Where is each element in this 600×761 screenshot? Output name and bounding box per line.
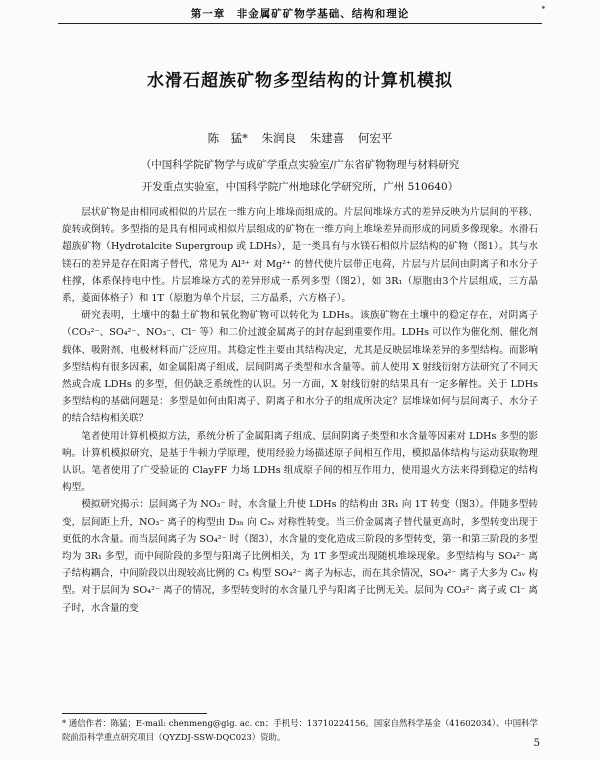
author-4: 何宏平 — [357, 131, 393, 145]
affiliation-line-1: （中国科学院矿物学与成矿学重点实验室/广东省矿物物理与材料研究 — [140, 159, 460, 171]
footnote-rule — [62, 713, 207, 714]
article-body — [62, 204, 538, 617]
footnote: * 通信作者：陈猛；E-mail: chenmeng@gig. ac. cn；手机号：13710224156。国家自然科学基金（41602034）、中国科学院前沿科学重点研究项目（QYZDJ-SSW-DQC023）资助。 — [62, 718, 538, 742]
author-1: 陈 猛* — [207, 131, 248, 145]
paragraph-4: 模拟研究揭示：层间离子为 NO₃⁻ 时，水含量上升使 LDHs 的结构由 3R₁ 向 1T 转变（图3）。伴随多型转变，层间距上升，NO₃⁻ 离子的构型由 D₃ₕ 向 C₂ᵥ 对称性转变。当三价金属离子替代量更高时，多型转变出现于更低的水含量。而当层间离子为 SO₄²⁻ 时（图3），水含量的变化造成三阶段的多型转变，第一和第三阶段的多型均为 3R₁ 多型，而中间阶段的多型与阳离子比例相关，为 1T 多型或出现随机堆垛现象。多型结构与 SO₄²⁻ 离子结构耦合，中间阶段以出现较高比例的 C₃ 构型 SO₄²⁻ 离子为标志，而在其余情况，SO₄²⁻ 离子大多为 C₃ᵥ 构型。对于层间为 SO₄²⁻ 离子的情况，多型转变时的水含量几乎与阳离子比例无关。层间为 CO₃²⁻ 离子或 Cl⁻ 离子时，水含量的变 — [62, 499, 538, 614]
affiliation — [60, 154, 540, 198]
paragraph-3: 笔者使用计算机模拟方法，系统分析了金属阳离子组成、层间阴离子类型和水含量等因素对 LDHs 多型的影响。计算机模拟研究，是基于牛顿力学原理，使用经验力场描述原子间相互作用，模拟晶体结构与运动获取物理认识。笔者使用了广受验证的 ClayFF 力场 LDHs 组成原子间的相互作用力，使用退火方法来得到稳定的结构构型。 — [62, 430, 538, 494]
paragraph-1: 层状矿物是由相同或相似的片层在一维方向上堆垛而组成的。片层间堆垛方式的差异反映为片层间的平移、旋转或倒转。多型指的是具有相同或相似片层组成的矿物在一维方向上堆垛差异而形成的同质多像现象。水滑石超族矿物（Hydrotalcite Supergroup 或 LDHs），是一类具有与水镁石相似片层结构的矿物（图1）。其与水镁石的差异是存在阳离子替代，常见为 Al³⁺ 对 Mg²⁺ 的替代使片层带正电荷，片层与片层间由阴离子和水分子柱撑，体系保持电中性。片层堆垛方式的差异形成一系列多型（图2），如 3R₁（原胞由3个片层组成，三方晶系，菱面体格子）和 1T（原胞为单个片层，三方晶系，六方格子）。 — [62, 207, 538, 305]
article-title: 水滑石超族矿物多型结构的计算机模拟 — [147, 71, 453, 91]
header-rule — [58, 23, 542, 24]
running-header: 第一章 非金属矿矿物学基础、结构和理论 — [190, 8, 410, 20]
page-number: 5 — [533, 738, 540, 749]
paragraph-2: 研究表明，土壤中的黏土矿物和氧化物矿物可以转化为 LDHs。该族矿物在土壤中的稳定存在，对阴离子（CO₃²⁻、SO₄²⁻、NO₃⁻、Cl⁻ 等）和二价过渡金属离子的封存起到重要作用。LDHs 可以作为催化剂、催化剂载体、吸附剂、电极材料而广泛应用。其稳定性主要由其结构决定，尤其是反映层堆垛差异的多型结构。而影响多型结构有很多因素，如金属阳离子组成，层间阴离子类型和水含量等。前人使用 X 射线衍射方法研究了不同天然或合成 LDHs 的多型，但仍缺乏系统性的认识。另一方面，X 射线衍射的结果具有一定多解性。关于 LDHs 多型结构的基础问题是：多型是如何由阳离子、阴离子和水分子的组成所决定？层堆垛如何与层间离子、水分子的结合结构相关联？ — [62, 310, 538, 425]
author-3: 朱建喜 — [309, 131, 345, 145]
author-list — [0, 130, 600, 146]
scan-mark: • — [540, 4, 546, 14]
author-2: 朱润良 — [261, 131, 297, 145]
affiliation-line-2: 开发重点实验室，中国科学院广州地球化学研究所，广州 510640） — [141, 181, 459, 193]
